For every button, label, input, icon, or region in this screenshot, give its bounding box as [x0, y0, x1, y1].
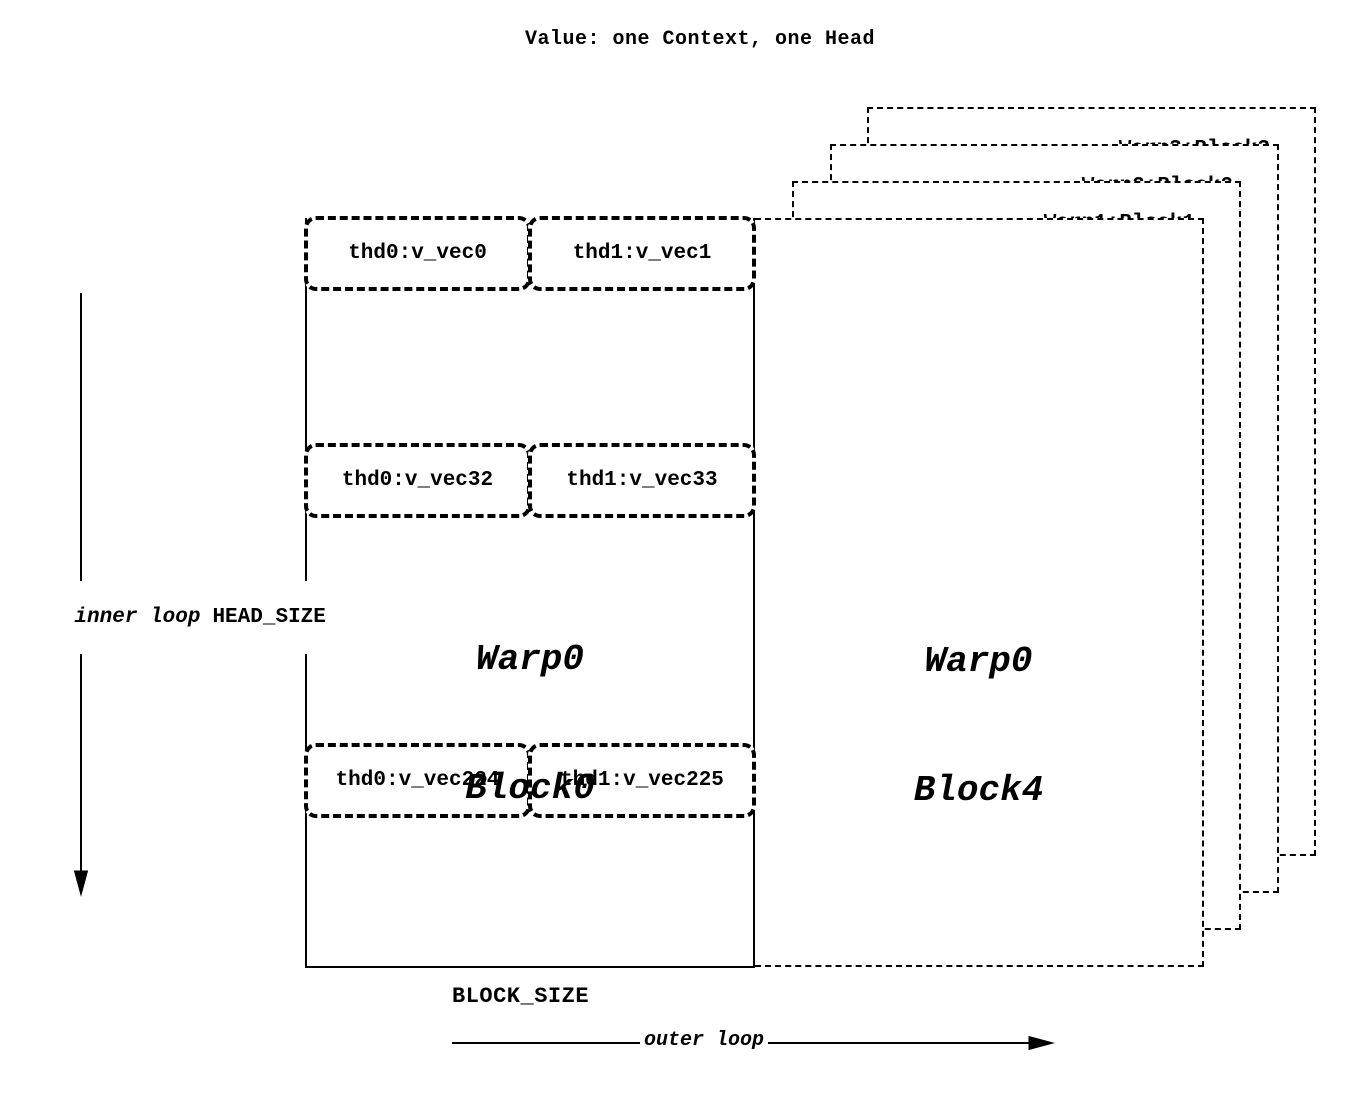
thd0-v-vec32-cell: thd0:v_vec32	[304, 443, 531, 518]
diagram-title: Value: one Context, one Head	[524, 28, 876, 51]
inner-loop-text: inner loop	[74, 606, 201, 629]
outer-loop-label: outer loop	[640, 1029, 768, 1052]
vec-row-1	[304, 443, 756, 518]
warp0-block0-box	[305, 218, 755, 968]
vec-row-0	[304, 216, 756, 291]
warp0-block4-label-line1: Warp0	[924, 641, 1033, 682]
thd1-v-vec1-cell: thd1:v_vec1	[528, 216, 756, 291]
warp0-block0-label	[307, 552, 753, 896]
block-size-label: BLOCK_SIZE	[452, 984, 590, 1009]
thd0-v-vec224-cell: thd0:v_vec224	[304, 743, 531, 818]
warp0-block4-label	[755, 554, 1202, 898]
warp0-block4-label-line2: Block4	[913, 770, 1044, 811]
thd0-v-vec0-cell: thd0:v_vec0	[304, 216, 531, 291]
head-size-text: HEAD_SIZE	[212, 606, 326, 629]
warp0-block4-box	[755, 218, 1204, 967]
thd1-v-vec33-cell: thd1:v_vec33	[528, 443, 756, 518]
warp0-block0-label-line1: Warp0	[475, 639, 585, 680]
warp0-block0-label-line2: Block0	[465, 768, 595, 809]
thd1-v-vec225-cell: thd1:v_vec225	[528, 743, 756, 818]
inner-loop-label	[20, 581, 330, 654]
